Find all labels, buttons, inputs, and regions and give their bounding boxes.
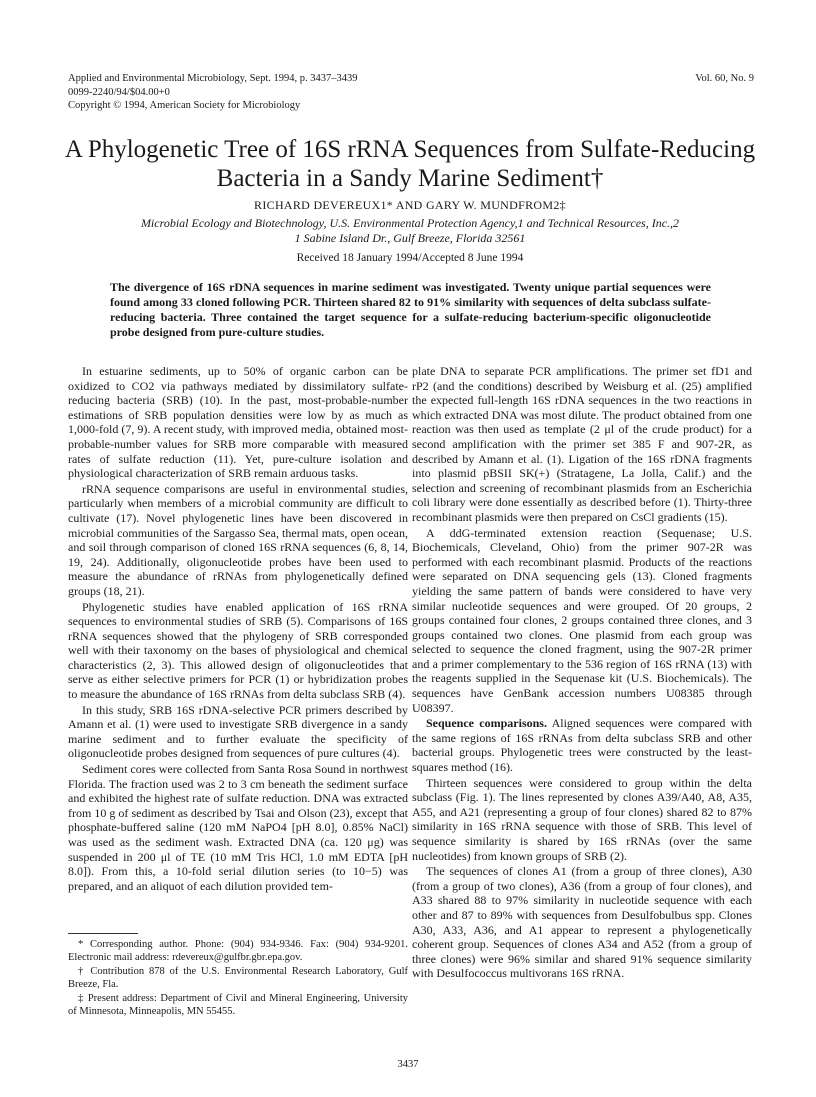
- paragraph: The sequences of clones A1 (from a group of three clones), A30 (from a group of two clones), A36 (from a group of four clones), and A33 shared 88 to 97% similarity in nucleotide sequence with each other and 87 to 89% with sequences from Desulfobulbus spp. Clones A30, A33, A36, and A1 appear to represent a phylogenetically coherent group. Sequences of clones A34 and A52 (from a group of three clones) were 96% similar and shared 91% sequence similarity with Desulfococcus multivorans 16S rRNA.: [412, 864, 752, 981]
- received-dates: Received 18 January 1994/Accepted 8 June 1994: [296, 252, 524, 264]
- paragraph: Sediment cores were collected from Santa Rosa Sound in northwest Florida. The fraction used was 2 to 3 cm beneath the sediment surface and exhibited the highest rate of sulfate reduction. DNA was extracted from 10 g of sediment as described by Tsai and Olson (23), except that phosphate-buffered saline (120 mM NaPO4 [pH 8.0], 0.85% NaCl) was used as the sediment wash. Extracted DNA (ca. 120 μg) was suspended in 200 μl of TE (10 mM Tris HCl, 1.0 mM EDTA [pH 8.0]). From this, a 10-fold serial dilution series (to 10−5) was prepared, and an aliquot of each dilution provided tem-: [68, 762, 408, 893]
- paragraph: rRNA sequence comparisons are useful in environmental studies, particularly when members of a microbial community are difficult to cultivate (17). Novel phylogenetic lines have been discovered in microbial communities of the Sargasso Sea, thermal mats, open ocean, and soil through comparison of cloned 16S rRNA sequences (6, 8, 14, 19, 24). Additionally, oligonucleotide probes have been used to measure the abundance of rRNAs from phylogenetically defined groups (18, 21).: [68, 481, 408, 598]
- article-title: A Phylogenetic Tree of 16S rRNA Sequences from Sulfate-Reducing Bacteria in a Sandy Marine Sediment†: [64, 136, 756, 192]
- paragraph: In estuarine sediments, up to 50% of organic carbon can be oxidized to CO2 via pathways mediated by dissimilatory sulfate-reducing bacteria (SRB) (10). In the past, most-probable-number estimations of SRB population densities were low by as much as 1,000-fold (7, 9). A recent study, with improved media, obtained most-probable-number values for SRB more comparable with measured rates of sulfate reduction (11). Yet, pure-culture isolation and physiological characterization of SRB remain arduous tasks.: [68, 364, 408, 481]
- footnote-divider: [68, 933, 138, 934]
- page-number: 3437: [397, 1059, 419, 1070]
- paragraph: Phylogenetic studies have enabled application of 16S rRNA sequences to environmental studies of SRB (5). Comparisons of 16S rRNA sequences showed that the phylogeny of SRB corresponded well with their taxonomy on the bases of physiological and chemical characteristics (2, 3). This allowed design of oligonucleotides that serve as either selective primers for PCR (1) or hybridization probes to measure the abundance of 16S rRNAs from delta subclass SRB (4).: [68, 599, 408, 702]
- footnote-address: ‡ Present address: Department of Civil and Mineral Engineering, University of Minnesota, Minneapolis, MN 55455.: [68, 993, 408, 1017]
- paragraph: In this study, SRB 16S rDNA-selective PCR primers described by Amann et al. (1) were used to investigate SRB divergence in a sandy marine sediment and to further evaluate the specificity of oligonucleotide probes designed from sequences of pure cultures (4).: [68, 702, 408, 761]
- journal-citation: Applied and Environmental Microbiology, Sept. 1994, p. 3437–3439: [68, 73, 358, 84]
- left-column: [68, 364, 408, 894]
- issn-line: 0099-2240/94/$04.00+0: [68, 86, 170, 98]
- abstract: The divergence of 16S rDNA sequences in marine sediment was investigated. Twenty unique partial sequences were found among 33 cloned following PCR. Thirteen shared 82 to 91% similarity with sequences of delta subclass sulfate-reducing bacteria. Three contained the target sequence for a sulfate-reducing bacterium-specific oligonucleotide probe designed from pure-culture studies.: [110, 280, 711, 339]
- footnote-corresponding: * Corresponding author. Phone: (904) 934-9346. Fax: (904) 934-9201. Electronic mail address: rdevereux@gulfbr.gbr.epa.gov.: [68, 939, 408, 963]
- paragraph: [412, 716, 752, 774]
- affiliation: Microbial Ecology and Biotechnology, U.S. Environmental Protection Agency,1 and Technical Resources, Inc.,2 1 Sabine Island Dr., Gulf Breeze, Florida 32561: [140, 216, 680, 245]
- paragraph: A ddG-terminated extension reaction (Sequenase; U.S. Biochemicals, Cleveland, Ohio) from the primer 907-2R was performed with each recombinant plasmid. Products of the reactions were separated on DNA sequencing gels (13). Cloned fragments yielding the same pattern of bands were considered to have very similar nucleotide sequences and were grouped. Of 20 groups, 2 groups contained four clones, 2 groups contained three clones, and 3 groups contained two clones. One plasmid from each group was selected to sequence the cloned fragment, using the 907-2R primer and a primer complementary to the 536 region of 16S rRNA (13) with the reagents supplied in the Sequenase kit (U.S. Biochemicals). The sequences have GenBank accession numbers U08385 through U08397.: [412, 525, 752, 715]
- paragraph-text: Aligned sequences were compared with the same regions of 16S rRNAs from delta subclass SRB and other bacterial groups. Phylogenetic trees were constructed by the least-squares method (16).: [412, 716, 753, 775]
- right-column: [412, 364, 752, 982]
- paragraph: plate DNA to separate PCR amplifications. The primer set fD1 and rP2 (and the conditions) described by Weisburg et al. (25) amplified the expected full-length 16S rDNA sequences in the two reactions in which extracted DNA was most dilute. The product obtained from one reaction was then used as template (2 μl of the crude product) for a second amplification with the primer set 385 F and 907-2R, as described by Amann et al. (1). Ligation of the 16S rDNA fragments into plasmid pBSII SK(+) (Stratagene, La Jolla, Calif.) and the selection and screening of recombinant plasmids from an Escherichia coli library were done essentially as described before (1). Thirty-three recombinant plasmids were then prepared on CsCl gradients (15).: [412, 364, 752, 524]
- author-list: RICHARD DEVEREUX1* AND GARY W. MUNDFROM2‡: [254, 198, 566, 212]
- running-header: [68, 72, 754, 113]
- footnote-contribution: † Contribution 878 of the U.S. Environmental Research Laboratory, Gulf Breeze, Fla.: [68, 966, 408, 990]
- footnotes: [68, 938, 408, 1019]
- copyright-line: Copyright © 1994, American Society for Microbiology: [68, 100, 301, 111]
- section-heading: Sequence comparisons.: [426, 716, 547, 731]
- paragraph: Thirteen sequences were considered to group within the delta subclass (Fig. 1). The lines represented by clones A39/A40, A8, A35, A55, and A21 (representing a group of four clones) shared 82 to 87% similarity in 16S rRNA sequence with those of SRB. This level of sequence similarity is shared by 16S rRNAs (over the same nucleotides) from known groups of SRB (2).: [412, 775, 752, 863]
- volume-issue: Vol. 60, No. 9: [695, 73, 754, 84]
